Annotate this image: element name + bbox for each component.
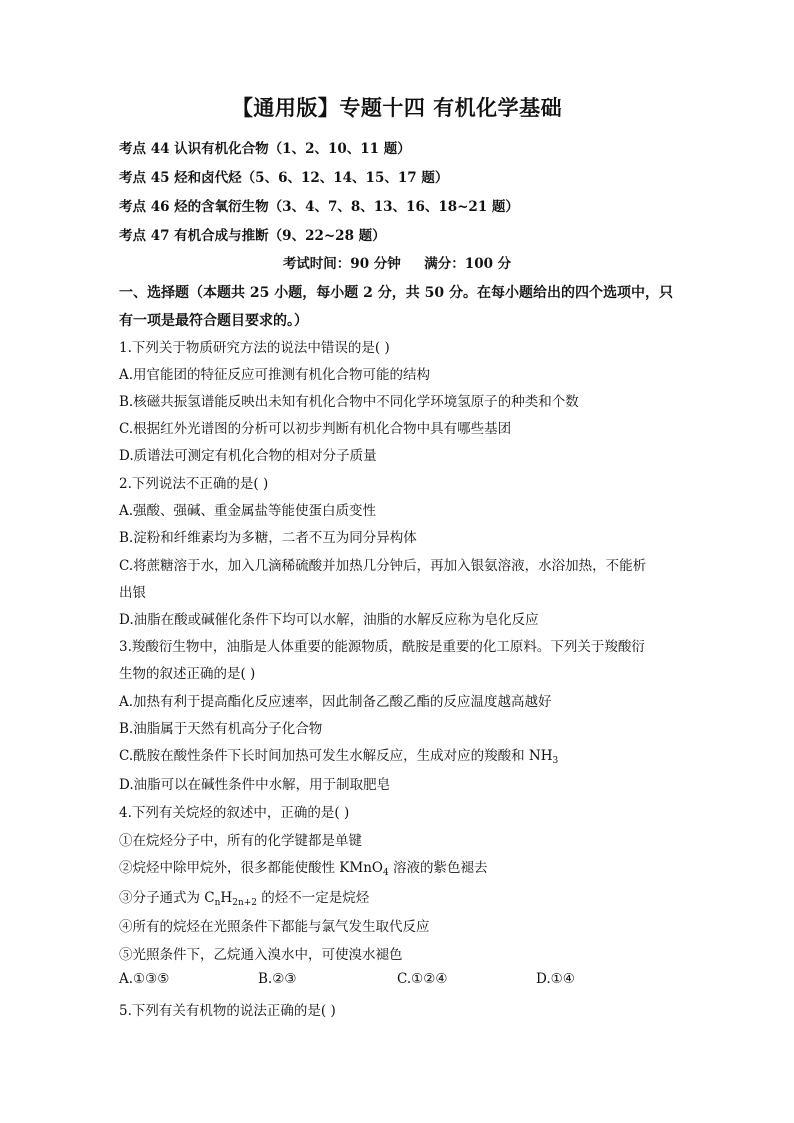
q5-stem: 5.下列有关有机物的说法正确的是( ) [119, 1003, 336, 1019]
q4-statement-3-text: ③分子通式为 C [119, 890, 215, 906]
kaodian-45: 考点 45 烃和卤代烃（5、6、12、14、15、17 题） [119, 170, 449, 186]
q3-option-d: D.油脂可以在碱性条件中水解，用于制取肥皂 [119, 777, 391, 793]
q4-statement-2-text: ②烷烃中除甲烷外，很多都能使酸性 KMnO [119, 860, 383, 876]
q3-option-c-text: C.酰胺在酸性条件下长时间加热可发生水解反应，生成对应的羧酸和 NH [119, 748, 553, 764]
q1-option-a: A.用官能团的特征反应可推测有机化合物可能的结构 [119, 367, 431, 383]
q2-option-c: C.将蔗糖溶于水，加入几滴稀硫酸并加热几分钟后，再加入银氨溶液，水浴加热，不能析 [119, 558, 647, 574]
formula-subscript-2n2: 2n+2 [232, 898, 257, 908]
section-heading: 一、选择题（本题共 25 小题，每小题 2 分，共 50 分。在每小题给出的四个选项中，只有一项是最符合题目要求的。） [119, 285, 673, 329]
q2-option-b: B.淀粉和纤维素均为多糖，二者不互为同分异构体 [119, 530, 417, 546]
q1-option-c: C.根据红外光谱图的分析可以初步判断有机化合物中具有哪些基团 [119, 421, 512, 437]
q3-option-c [119, 744, 558, 766]
q1-option-d: D.质谱法可测定有机化合物的相对分子质量 [119, 448, 377, 464]
q4-option-a: A.①③⑤ [119, 971, 170, 987]
q3-stem-cont: 生物的叙述正确的是( ) [119, 666, 256, 682]
exam-info: 考试时间：90 分钟 满分：100 分 [282, 256, 512, 272]
q2-option-d: D.油脂在酸或碱催化条件下均可以水解，油脂的水解反应称为皂化反应 [119, 612, 539, 628]
q1-stem: 1.下列关于物质研究方法的说法中错误的是( ) [119, 340, 390, 356]
kaodian-44: 考点 44 认识有机化合物（1、2、10、11 题） [119, 141, 411, 157]
q4-stem: 4.下列有关烷烃的叙述中，正确的是( ) [119, 805, 350, 821]
q4-statement-4: ④所有的烷烃在光照条件下都能与氯气发生取代反应 [119, 919, 430, 935]
q4-statement-3-rest: 的烃不一定是烷烃 [257, 890, 370, 906]
kaodian-47: 考点 47 有机合成与推断（9、22~28 题） [119, 228, 386, 244]
q4-statement-5: ⑤光照条件下，乙烷通入溴水中，可使溴水褪色 [119, 947, 403, 963]
q2-stem: 2.下列说法不正确的是( ) [119, 476, 269, 492]
q4-option-b: B.②③ [258, 971, 297, 987]
q2-option-c-cont: 出银 [119, 585, 146, 601]
q2-option-a: A.强酸、强碱、重金属盐等能使蛋白质变性 [119, 503, 377, 519]
q4-option-c: C.①②④ [397, 971, 448, 987]
q4-option-d: D.①④ [536, 971, 575, 987]
document-title: 【通用版】专题十四 有机化学基础 [231, 95, 563, 120]
q3-option-b: B.油脂属于天然有机高分子化合物 [119, 721, 323, 737]
q4-statement-2-rest: 溶液的紫色褪去 [388, 860, 488, 876]
q1-option-b: B.核磁共振氢谱能反映出未知有机化合物中不同化学环境氢原子的种类和个数 [119, 394, 579, 410]
kaodian-46: 考点 46 烃的含氧衍生物（3、4、7、8、13、16、18~21 题） [119, 199, 519, 215]
q3-stem: 3.羧酸衍生物中，油脂是人体重要的能源物质，酰胺是重要的化工原料。下列关于羧酸衍 [119, 639, 645, 655]
q4-statement-1: ①在烷烃分子中，所有的化学键都是单键 [119, 833, 362, 849]
q4-statement-3 [119, 886, 369, 908]
q4-statement-2 [119, 856, 488, 878]
q3-option-a: A.加热有利于提高酯化反应速率，因此制备乙酸乙酯的反应温度越高越好 [119, 694, 552, 710]
formula-subscript-n: n [214, 898, 221, 908]
formula-h: H [220, 890, 233, 906]
kmno4-subscript: 4 [382, 868, 389, 878]
nh3-subscript: 3 [552, 756, 559, 766]
